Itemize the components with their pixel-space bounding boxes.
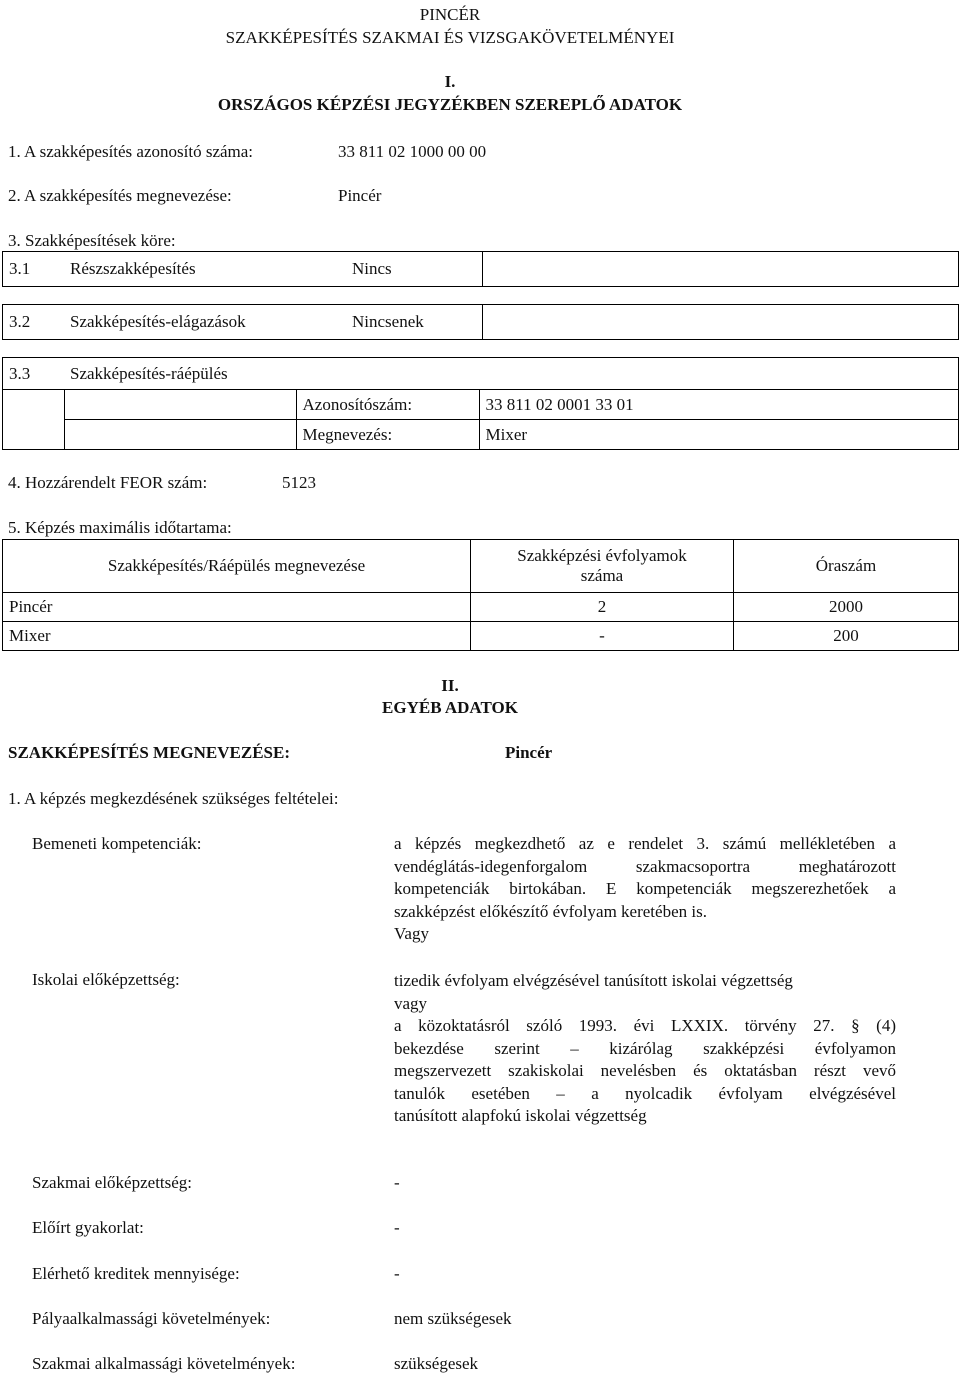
rebuild-name-label: Megnevezés:	[296, 420, 479, 450]
scope-num-3-3: 3.3	[3, 358, 65, 390]
other-value: nem szükségesek	[394, 1309, 512, 1328]
school-line: bekezdése szerint – kizárólag szakképzési évfolyamon	[394, 1038, 896, 1058]
entry-line: vendéglátás-idegenforgalom szakmacsoportra meghatározott	[394, 856, 896, 876]
entry-competence-text	[394, 833, 896, 946]
other-label: Előírt gyakorlat:	[32, 1218, 144, 1237]
id-value: 33 811 02 1000 00 00	[338, 142, 487, 161]
entry-line: kompetenciák birtokában. E kompetenciák megszerezhetőek a	[394, 879, 896, 898]
duration-label: 5. Képzés maximális időtartama:	[8, 518, 232, 537]
entry-competence-label: Bemeneti kompetenciák:	[32, 834, 202, 853]
duration-col-hours: Óraszám	[734, 540, 959, 593]
school-line: tanulók esetében – a nyolcadik évfolyam elvégzésével	[394, 1083, 896, 1103]
other-label: Szakmai előképzettség:	[32, 1173, 193, 1192]
name-label: 2. A szakképesítés megnevezése:	[8, 186, 232, 205]
school-education-label: Iskolai előképzettség:	[32, 970, 180, 989]
scope-num-3-1: 3.1	[3, 252, 65, 287]
scope-3-3-blank-2	[64, 420, 296, 450]
other-label: Elérhető kreditek mennyisége:	[32, 1264, 240, 1283]
scope-label: 3. Szakképesítések köre:	[8, 231, 176, 250]
entry-line: Vagy	[394, 924, 429, 943]
scope-empty-3-2	[483, 305, 959, 340]
prereq-heading: 1. A képzés megkezdésének szükséges feltételei:	[8, 789, 339, 808]
school-education-text	[394, 970, 896, 1128]
section2-number: II.	[441, 676, 459, 695]
scope-empty-3-1	[483, 252, 959, 287]
duration-row-years: -	[471, 622, 734, 651]
duration-col-years-line1: Szakképzési évfolyamok	[517, 546, 687, 565]
scope-value-3-1: Nincs	[346, 252, 483, 287]
duration-row-years: 2	[471, 593, 734, 622]
school-line: vagy	[394, 993, 428, 1013]
scope-gap	[3, 287, 959, 305]
name-value: Pincér	[338, 186, 382, 205]
rebuild-id-label: Azonosítószám:	[296, 390, 479, 420]
duration-row-hours: 200	[734, 622, 959, 651]
page-subtitle: SZAKKÉPESÍTÉS SZAKMAI ÉS VIZSGAKÖVETELMÉNYEI	[225, 28, 675, 47]
scope-label-3-3: Szakképesítés-ráépülés	[64, 358, 959, 390]
other-value: -	[394, 1264, 400, 1283]
duration-col-name: Szakképesítés/Ráépülés megnevezése	[3, 540, 471, 593]
other-value: -	[394, 1218, 400, 1237]
other-label: Pályaalkalmassági követelmények:	[32, 1309, 271, 1328]
feor-label: 4. Hozzárendelt FEOR szám:	[8, 473, 208, 492]
scope-table	[2, 251, 959, 358]
duration-table	[2, 539, 959, 651]
scope-label-3-1: Részszakképesítés	[64, 252, 346, 287]
feor-value: 5123	[282, 473, 316, 492]
section1-number: I.	[444, 72, 456, 91]
qualification-name-value: Pincér	[505, 743, 553, 762]
school-line: megszervezett szakiskolai nevelésben és oktatásban részt vevő	[394, 1061, 896, 1080]
duration-col-years-line2: száma	[580, 566, 624, 585]
entry-line: szakképzést előkészítő évfolyam keretében is.	[394, 901, 707, 921]
rebuild-id-value: 33 811 02 0001 33 01	[479, 390, 959, 420]
rebuild-name-value: Mixer	[479, 420, 959, 450]
scope-value-3-2: Nincsenek	[346, 305, 483, 340]
scope-gap-2	[3, 340, 959, 358]
duration-col-years	[471, 540, 734, 593]
entry-line: a képzés megkezdhető az e rendelet 3. számú mellékletében a	[394, 834, 896, 853]
qualification-name-label: SZAKKÉPESÍTÉS MEGNEVEZÉSE:	[8, 743, 291, 762]
scope-3-3-blank	[64, 390, 296, 420]
section1-title: ORSZÁGOS KÉPZÉSI JEGYZÉKBEN SZEREPLŐ ADATOK	[217, 95, 683, 114]
scope-table-3-3	[2, 357, 959, 450]
other-value: szükségesek	[394, 1354, 479, 1373]
section2-title: EGYÉB ADATOK	[382, 698, 518, 717]
id-label: 1. A szakképesítés azonosító száma:	[8, 142, 254, 161]
scope-3-3-indent	[3, 390, 65, 420]
page-title: PINCÉR	[419, 5, 481, 24]
scope-3-3-indent-2	[3, 420, 65, 450]
duration-row-name: Pincér	[3, 593, 471, 622]
school-line: tanúsított alapfokú iskolai végzettség	[394, 1106, 647, 1125]
other-value: -	[394, 1173, 400, 1192]
duration-row-hours: 2000	[734, 593, 959, 622]
scope-num-3-2: 3.2	[3, 305, 65, 340]
school-line: a közoktatásról szóló 1993. évi LXXIX. törvény 27. § (4)	[394, 1016, 896, 1035]
scope-label-3-2: Szakképesítés-elágazások	[64, 305, 346, 340]
other-label: Szakmai alkalmassági követelmények:	[32, 1354, 296, 1373]
duration-row-name: Mixer	[3, 622, 471, 651]
school-line: tizedik évfolyam elvégzésével tanúsított iskolai végzettség	[394, 971, 793, 990]
